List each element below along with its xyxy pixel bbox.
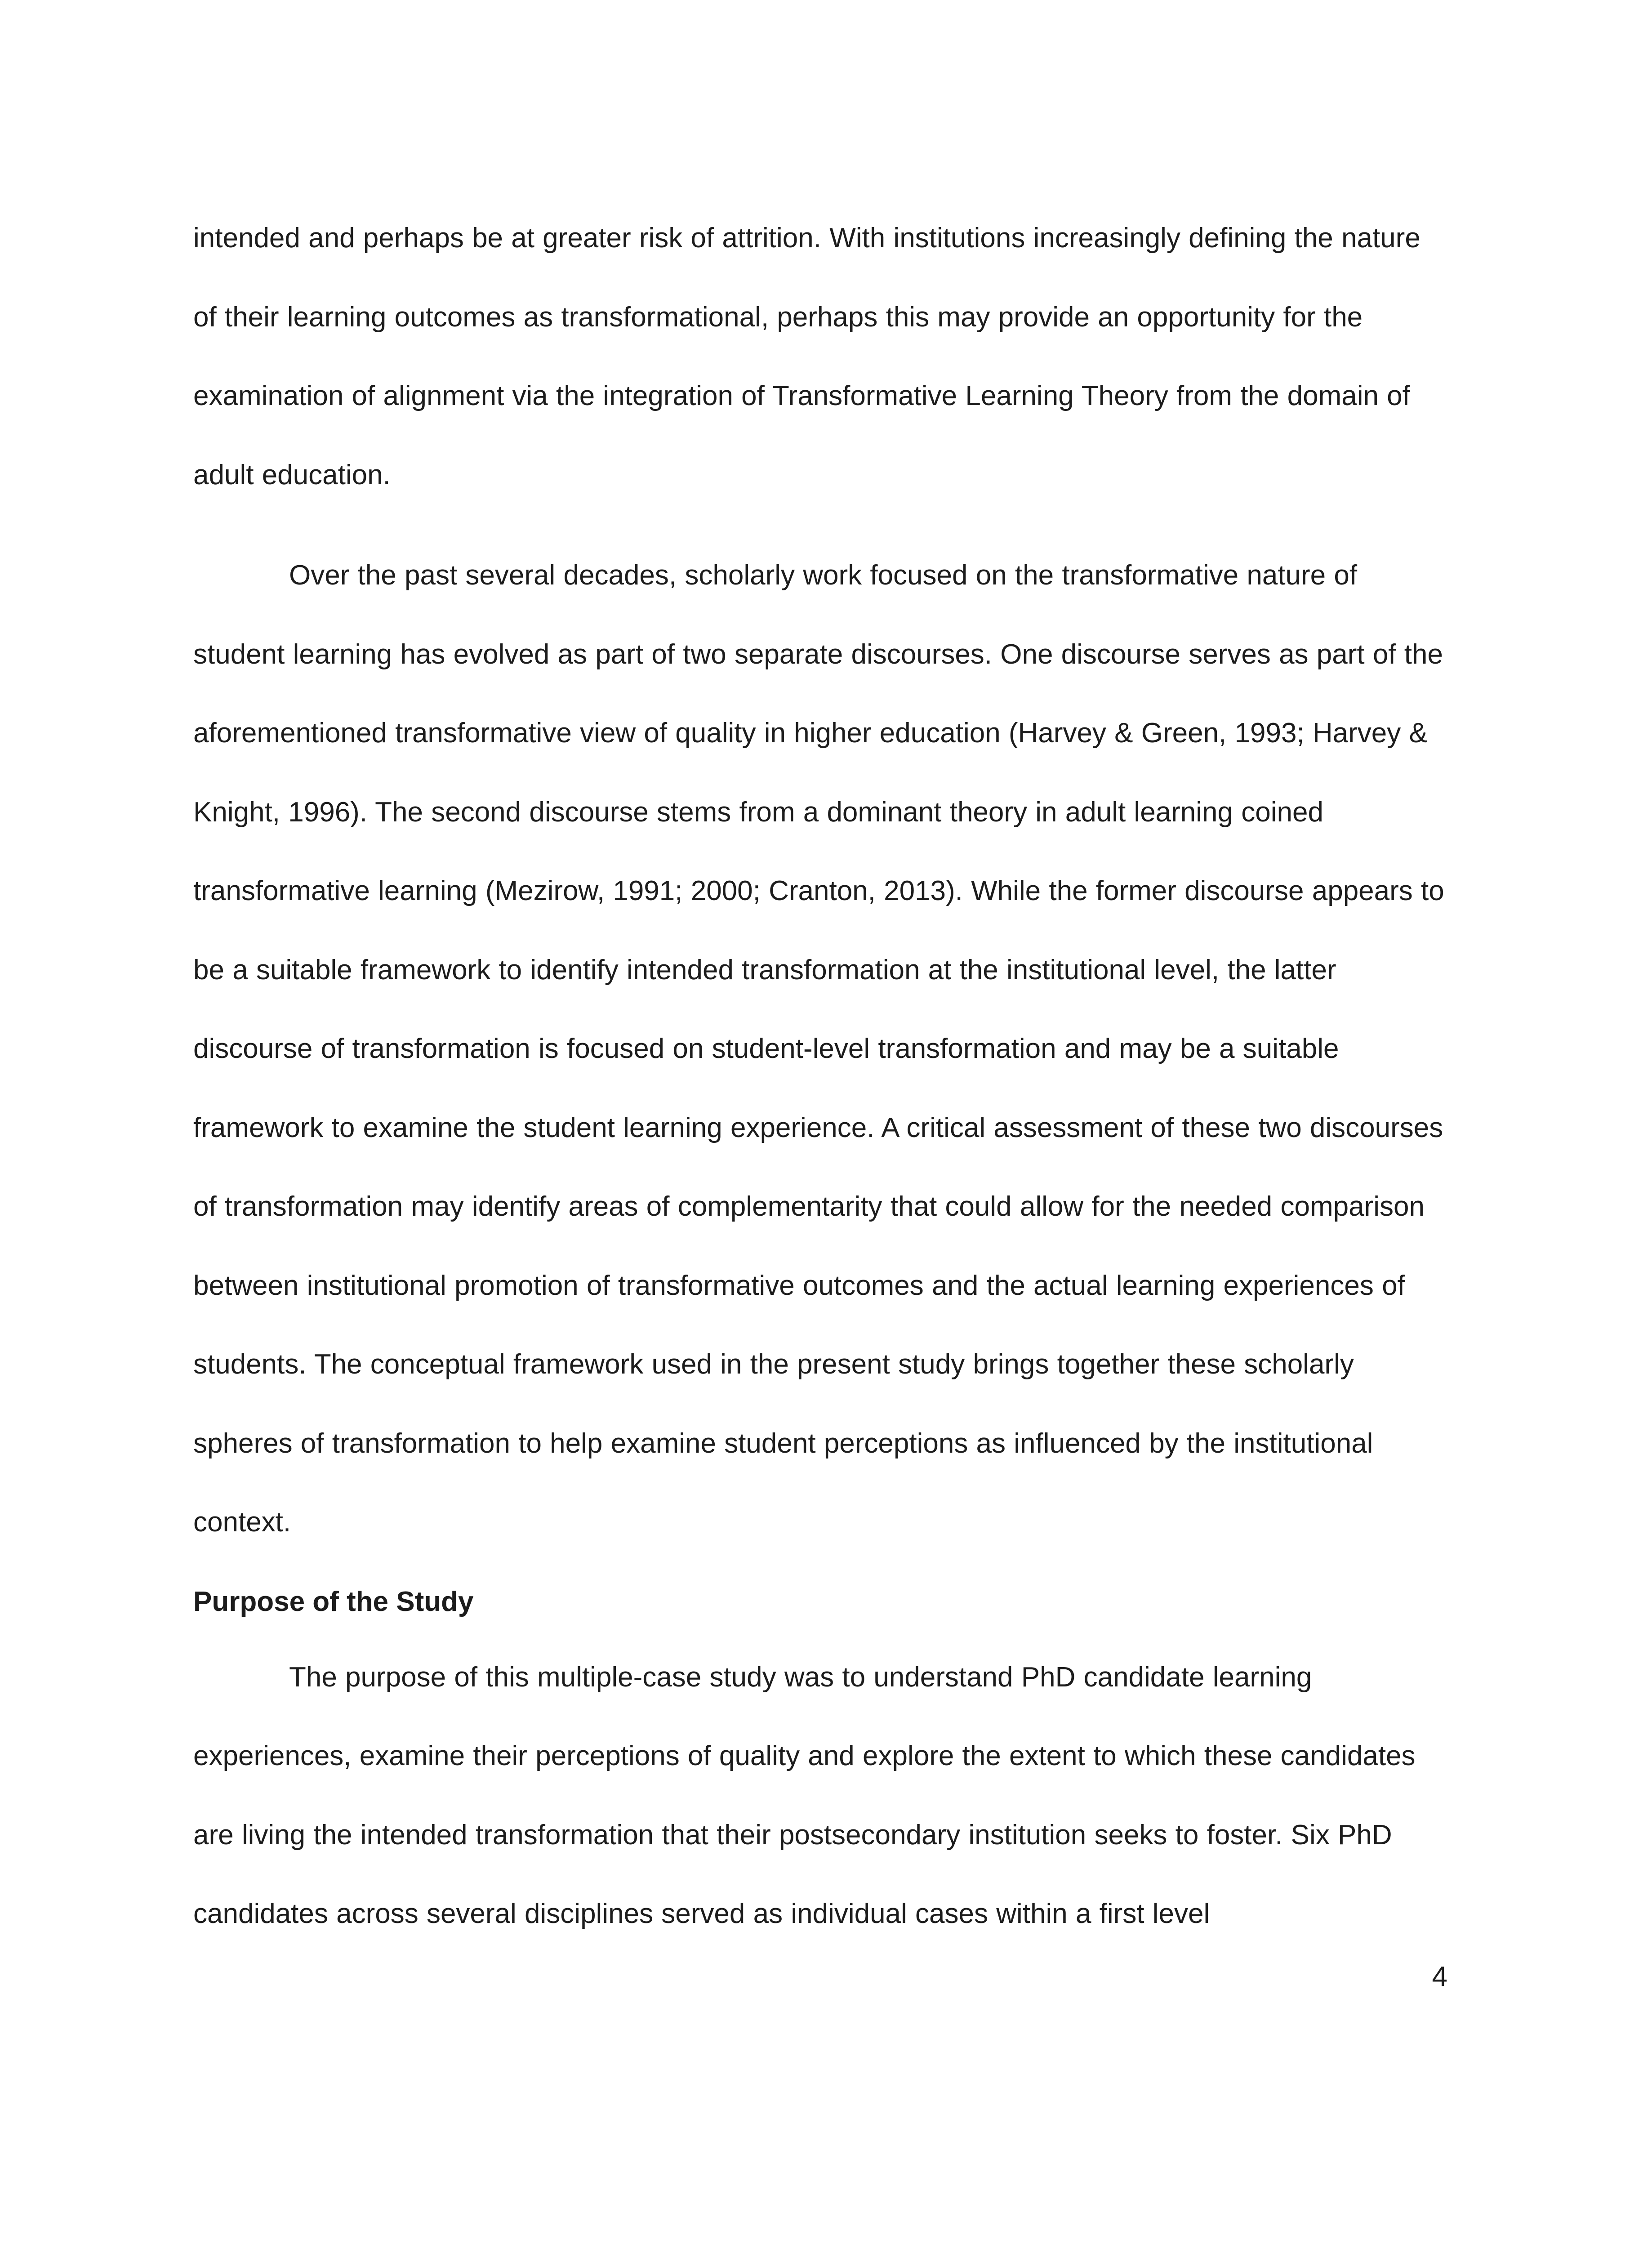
paragraph-purpose: The purpose of this multiple-case study was to understand PhD candidate learning experiences, examine their perceptions of quality and explore the extent to which these candidates are living the intended transformation that their postsecondary institution seeks to foster. Six PhD candidates across several disciplines served as individual cases within a first level (193, 1661, 1416, 1929)
paragraph-spacer (193, 1562, 1447, 1583)
paragraph-spacer (193, 514, 1447, 536)
heading-spacer (193, 1621, 1447, 1638)
paragraph-transformative-discourses: Over the past several decades, scholarly work focused on the transformative nature of student learning has evolved as part of two separate discourses. One discourse serves as part of the aforementioned transformative view of quality in higher education (Harvey & Green, 1993; Harvey & Knight, 1996). The second discourse stems from a dominant theory in adult learning coined transformative learning (Mezirow, 1991; 2000; Cranton, 2013). While the former discourse appears to be a suitable framework to identify intended transformation at the institutional level, the latter discourse of transformation is focused on student-level transformation and may be a suitable framework to examine the student learning experience. A critical assessment of these two discourses of transformation may identify areas of complementarity that could allow for the needed comparison between institutional promotion of transformative outcomes and the actual learning experiences of students. The conceptual framework used in the present study brings together these scholarly spheres of transformation to help examine student perceptions as influenced by the institutional context. (193, 560, 1444, 1538)
body-text (193, 199, 1447, 1954)
paragraph-intro-continuation: intended and perhaps be at greater risk of attrition. With institutions increasingly defining the nature of their learning outcomes as transformational, perhaps this may provide an opportunity for the examination of alignment via the integration of Transformative Learning Theory from the domain of adult education. (193, 223, 1420, 491)
page-number: 4 (1432, 1961, 1447, 1992)
section-heading-purpose: Purpose of the Study (193, 1586, 474, 1617)
